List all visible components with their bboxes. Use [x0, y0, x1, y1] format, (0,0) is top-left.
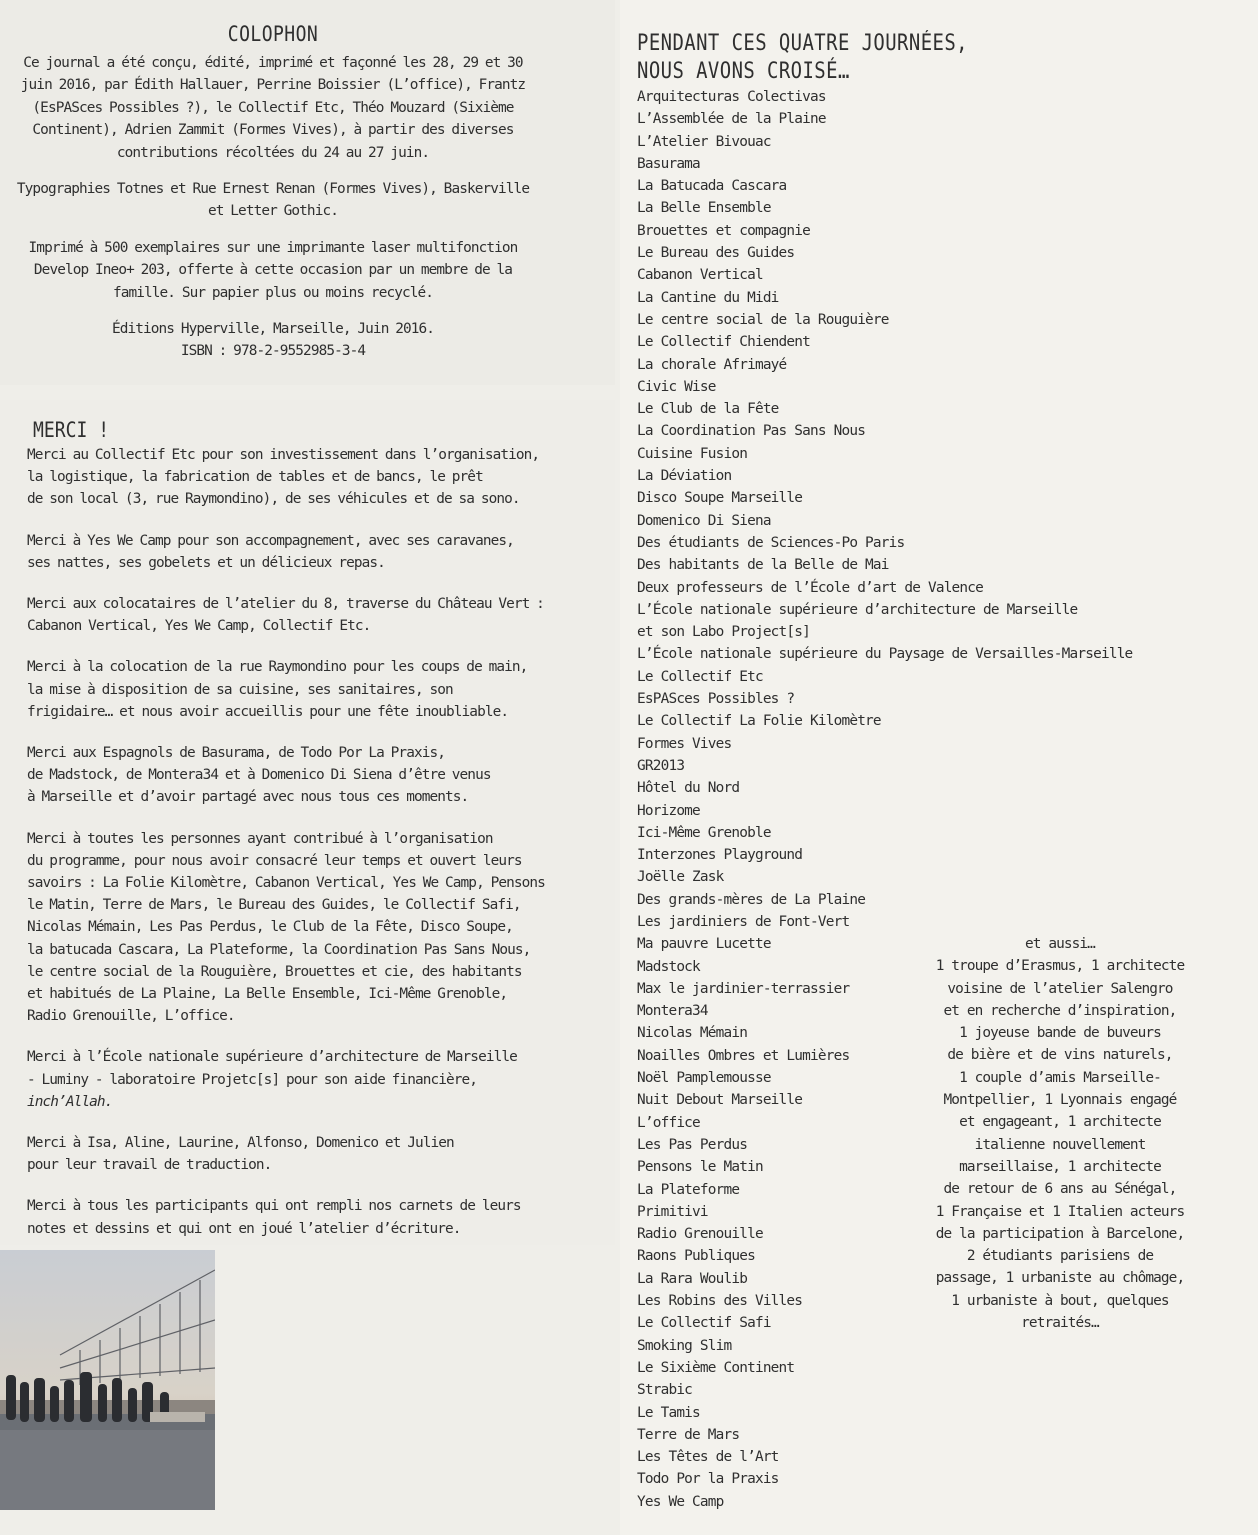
organisation-list-item: Hôtel du Nord — [637, 780, 740, 797]
organisation-list-item: Des habitants de la Belle de Mai — [637, 557, 889, 574]
organisation-list-item: Strabic — [637, 1382, 693, 1399]
merci-paragraph: Merci aux Espagnols de Basurama, de Todo Por La Praxis, de Madstock, de Montera34 et à Domenico Di Siena d’être venus à Marseille et d’avoir partagé avec nous tous ces moments. — [27, 745, 491, 806]
organisation-list-item: L’École nationale supérieure du Paysage de Versailles-Marseille — [637, 646, 1133, 663]
merci-paragraph: Merci à Yes We Camp pour son accompagnement, avec ses caravanes, ses nattes, ses gobelets et un délicieux repas. — [27, 532, 514, 571]
pendant-title — [637, 30, 1119, 86]
organisation-list-item: EsPASces Possibles ? — [637, 691, 795, 708]
merci-paragraph: Merci à l’École nationale supérieure d’architecture de Marseille - Luminy - laboratoire Projetc[s] pour son aide financière, — [27, 1049, 517, 1088]
et-aussi-line: et engageant, 1 architecte — [959, 1114, 1161, 1131]
organisation-list-item: Montera34 — [637, 1003, 708, 1020]
organisation-list-item: Todo Por la Praxis — [637, 1471, 779, 1488]
et-aussi-line: Montpellier, 1 Lyonnais engagé — [943, 1092, 1177, 1109]
organisation-list-item: Les Têtes de l’Art — [637, 1449, 779, 1466]
organisation-list-item: Arquitecturas Colectivas — [637, 89, 826, 105]
organisation-list-item: Civic Wise — [637, 378, 716, 395]
organisation-list-item: Des étudiants de Sciences-Po Paris — [637, 534, 905, 551]
organisation-list-item: Terre de Mars — [637, 1426, 740, 1443]
et-aussi-line: de bière et de vins naturels, — [947, 1047, 1173, 1064]
organisation-list-item: La Cantine du Midi — [637, 289, 779, 306]
merci-paragraph: Merci à toutes les personnes ayant contribué à l’organisation du programme, pour nous avoir consacré leur temps et ouvert leurs savoirs : La Folie Kilomètre, Cabanon Vertical, Yes We Camp, Pensons le Matin, Terre de Mars, le Bureau des Guides, le Collectif Safi, Nicolas Mémain, Les Pas Perdus, le Club de la Fête, Disco Soupe, la batucada Cascara, La Plateforme, la Coordination Pas Sans Nous, le centre social de la Rouguière, Brouettes et cie, des habitants et habitués de La Plaine, La Belle Ensemble, Ici-Même Grenoble, Radio Grenouille, L’office. — [27, 830, 545, 1025]
organisation-list-item: Domenico Di Siena — [637, 512, 771, 529]
organisation-list-item: La Coordination Pas Sans Nous — [637, 423, 866, 440]
organisation-list-item: Le Tamis — [637, 1404, 700, 1421]
organisation-list-item: La chorale Afrimayé — [637, 356, 787, 373]
organisation-list-item: La Déviation — [637, 468, 732, 485]
merci-inch-allah: inch’Allah. — [27, 1093, 113, 1110]
organisation-list-item: Le centre social de la Rouguière — [637, 311, 889, 328]
organisation-list-item: Basurama — [637, 155, 700, 172]
organisation-list-item: Cabanon Vertical — [637, 267, 763, 284]
et-aussi-line: retraités… — [1021, 1315, 1099, 1332]
merci-paragraph: Merci à la colocation de la rue Raymondino pour les coups de main, la mise à disposition de sa cuisine, ses sanitaires, son frigidaire… et nous avoir accueillis pour une fête inoubliable. — [27, 659, 528, 720]
organisation-list-item: Cuisine Fusion — [637, 445, 748, 462]
merci-title: MERCI ! — [33, 418, 110, 442]
colophon-title: COLOPHON — [227, 22, 319, 46]
isbn: ISBN : 978-2-9552985-3-4 — [180, 343, 366, 360]
organisation-list-item: Primitivi — [637, 1203, 708, 1220]
et-aussi-line: 1 couple d’amis Marseille- — [959, 1069, 1161, 1086]
event-photo — [0, 1250, 215, 1510]
merci-section — [27, 418, 597, 1259]
et-aussi-line: de la participation à Barcelone, — [935, 1225, 1185, 1242]
organisation-list-item: Radio Grenouille — [637, 1226, 763, 1243]
organisation-list-item: Des grands-mères de La Plaine — [637, 891, 866, 908]
organisation-list-item: La Batucada Cascara — [637, 178, 787, 195]
organisation-list-item: Interzones Playground — [637, 847, 803, 864]
organisation-list-item: Noailles Ombres et Lumières — [637, 1047, 850, 1064]
organisation-list-item: Ma pauvre Lucette — [637, 936, 771, 953]
organisation-list-item: Le Club de la Fête — [637, 401, 779, 418]
organisation-list-item: Joëlle Zask — [637, 869, 724, 886]
organisation-list-item: Noël Pamplemousse — [637, 1070, 771, 1087]
colophon-section — [8, 22, 538, 363]
et-aussi-line: marseillaise, 1 architecte — [959, 1158, 1161, 1175]
et-aussi-line: 1 Française et 1 Italien acteurs — [935, 1203, 1185, 1220]
et-aussi-line: de retour de 6 ans au Sénégal, — [943, 1181, 1177, 1198]
pendant-title-line1: PENDANT CES QUATRE JOURNÉES, — [637, 31, 968, 56]
et-aussi-line: et en recherche d’inspiration, — [943, 1002, 1177, 1019]
organisation-list-item: et son Labo Project[s] — [637, 624, 811, 641]
organisation-list-item: Formes Vives — [637, 735, 732, 752]
organisation-list-item: Max le jardinier-terrassier — [637, 980, 850, 997]
organisation-list-item: Les jardiniers de Font-Vert — [637, 913, 850, 930]
et-aussi-line: 1 joyeuse bande de buveurs — [959, 1025, 1161, 1042]
merci-paragraph: Merci au Collectif Etc pour son investissement dans l’organisation, la logistique, la fabrication de tables et de bancs, le prêt de son local (3, rue Raymondino), de ses véhicules et de sa sono. — [27, 447, 540, 508]
organisation-list-item: La Plateforme — [637, 1181, 740, 1198]
organisation-list-item: Les Pas Perdus — [637, 1136, 748, 1153]
organisation-list-item: Le Sixième Continent — [637, 1359, 795, 1376]
organisation-list-item: Raons Publiques — [637, 1248, 755, 1265]
et-aussi-line: passage, 1 urbaniste au chômage, — [935, 1270, 1185, 1287]
organisation-list-item: Nicolas Mémain — [637, 1025, 748, 1042]
organisation-list-item: Le Collectif Chiendent — [637, 334, 811, 351]
publisher-line: Éditions Hyperville, Marseille, Juin 2016. — [111, 321, 435, 338]
colophon-credits: Ce journal a été conçu, édité, imprimé et façonné les 28, 29 et 30 juin 2016, par Édith Hallauer, Perrine Boissier (L’office), Frantz (EsPASces Possibles ?), le Collectif Etc, Théo Mouzard (Sixième Continent), Adrien Zammit (Formes Vives), à partir des diverses contributions récoltées du 24 au 27 juin. — [20, 55, 526, 161]
organisation-list-item: Horizome — [637, 802, 700, 819]
colophon-publisher — [8, 318, 538, 363]
organisation-list-item: Le Collectif La Folie Kilomètre — [637, 713, 881, 730]
organisation-list-item: Madstock — [637, 958, 700, 975]
merci-paragraph: Merci à tous les participants qui ont rempli nos carnets de leurs notes et dessins et qui ont en joué l’atelier d’écriture. — [27, 1198, 521, 1237]
organisation-list-item: Smoking Slim — [637, 1337, 732, 1354]
organisation-list-item: Deux professeurs de l’École d’art de Valence — [637, 579, 984, 596]
organisation-list-item: L’office — [637, 1114, 700, 1131]
pendant-title-line2: NOUS AVONS CROISÉ… — [637, 59, 850, 84]
colophon-printing: Imprimé à 500 exemplaires sur une imprimante laser multifonction Develop Ineo+ 203, offerte à cette occasion par un membre de la famille. Sur papier plus ou moins recyclé. — [28, 239, 518, 301]
merci-paragraph: Merci aux colocataires de l’atelier du 8, traverse du Château Vert : Cabanon Vertical, Yes We Camp, Collectif Etc. — [27, 596, 544, 635]
et-aussi-line: 2 étudiants parisiens de — [966, 1248, 1154, 1265]
organisation-list-item: Brouettes et compagnie — [637, 222, 811, 239]
organisation-list-item: Le Bureau des Guides — [637, 245, 795, 262]
organisation-list-item: Yes We Camp — [637, 1493, 724, 1510]
et-aussi-section — [915, 933, 1205, 1334]
organisation-list-item: La Belle Ensemble — [637, 200, 771, 217]
et-aussi-heading: et aussi… — [1025, 936, 1095, 952]
et-aussi-line: 1 urbaniste à bout, quelques — [951, 1292, 1169, 1309]
organisation-list-item: L’Assemblée de la Plaine — [637, 111, 826, 128]
et-aussi-line: voisine de l’atelier Salengro — [947, 980, 1173, 997]
organisation-list-item: L’Atelier Bivouac — [637, 133, 771, 150]
et-aussi-line: 1 troupe d’Erasmus, 1 architecte — [935, 958, 1185, 975]
organisation-list-item: Les Robins des Villes — [637, 1293, 803, 1310]
organisation-list-item: GR2013 — [637, 757, 685, 774]
organisation-list-item: L’École nationale supérieure d’architecture de Marseille — [637, 601, 1078, 618]
organisation-list-item: Nuit Debout Marseille — [637, 1092, 803, 1109]
organisation-list-item: Pensons le Matin — [637, 1159, 763, 1176]
organisation-list-item: Disco Soupe Marseille — [637, 490, 803, 507]
colophon-typography: Typographies Totnes et Rue Ernest Renan (Formes Vives), Baskerville et Letter Gothic. — [16, 181, 530, 220]
merci-paragraph: Merci à Isa, Aline, Laurine, Alfonso, Domenico et Julien pour leur travail de traduction. — [27, 1135, 454, 1174]
organisation-list-item: Le Collectif Safi — [637, 1315, 771, 1332]
organisation-list-item: Le Collectif Etc — [637, 668, 763, 685]
organisation-list-item: Ici-Même Grenoble — [637, 824, 771, 841]
et-aussi-line: italienne nouvellement — [974, 1136, 1146, 1153]
organisation-list-item: La Rara Woulib — [637, 1270, 748, 1287]
